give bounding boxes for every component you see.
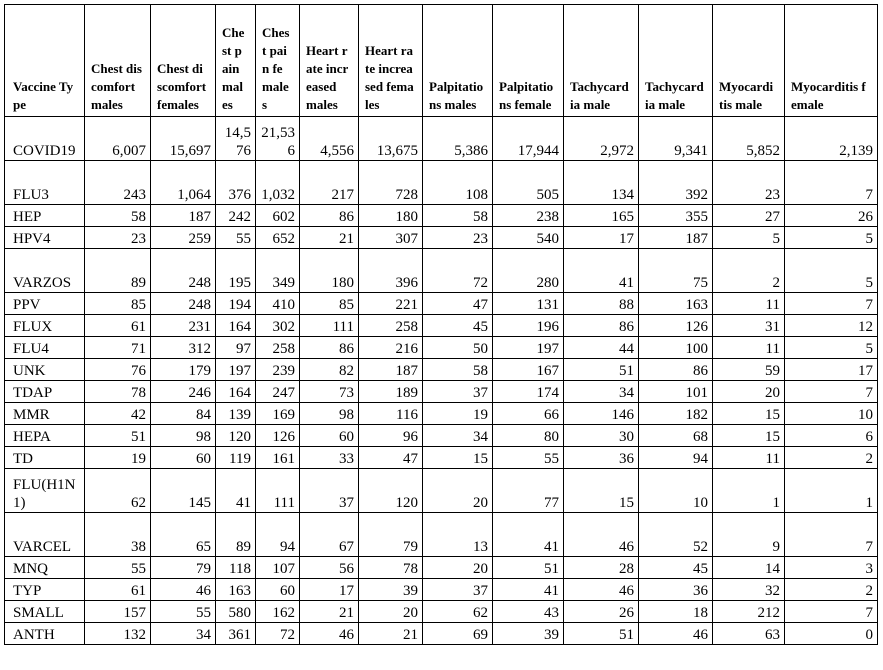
value-cell: 7: [785, 161, 878, 205]
value-cell: 79: [151, 557, 216, 579]
value-cell: 189: [359, 381, 423, 403]
value-cell: 51: [85, 425, 151, 447]
value-cell: 6: [785, 425, 878, 447]
value-cell: 11: [713, 447, 785, 469]
value-cell: 46: [564, 513, 639, 557]
value-cell: 34: [423, 425, 493, 447]
table-row: [5, 337, 878, 359]
value-cell: 1: [785, 469, 878, 513]
vaccine-name-cell: FLUX: [5, 315, 85, 337]
value-cell: 165: [564, 205, 639, 227]
value-cell: 410: [256, 293, 300, 315]
header-cell: Heart rate increased males: [300, 5, 359, 117]
value-cell: 17,944: [493, 117, 564, 161]
value-cell: 258: [359, 315, 423, 337]
value-cell: 55: [493, 447, 564, 469]
value-cell: 89: [216, 513, 256, 557]
value-cell: 376: [216, 161, 256, 205]
value-cell: 162: [256, 601, 300, 623]
value-cell: 111: [300, 315, 359, 337]
value-cell: 32: [713, 579, 785, 601]
table-row: [5, 359, 878, 381]
vaccine-name-cell: FLU3: [5, 161, 85, 205]
value-cell: 12: [785, 315, 878, 337]
value-cell: 26: [564, 601, 639, 623]
value-cell: 62: [85, 469, 151, 513]
vaccine-name-cell: SMALL: [5, 601, 85, 623]
value-cell: 187: [151, 205, 216, 227]
value-cell: 396: [359, 249, 423, 293]
value-cell: 131: [493, 293, 564, 315]
value-cell: 247: [256, 381, 300, 403]
value-cell: 34: [564, 381, 639, 403]
vaccine-name-cell: PPV: [5, 293, 85, 315]
header-cell: Tachycardia male: [639, 5, 713, 117]
value-cell: 164: [216, 381, 256, 403]
value-cell: 19: [423, 403, 493, 425]
header-cell: Myocarditis female: [785, 5, 878, 117]
value-cell: 132: [85, 623, 151, 645]
value-cell: 33: [300, 447, 359, 469]
header-cell: Palpitations males: [423, 5, 493, 117]
value-cell: 98: [300, 403, 359, 425]
value-cell: 580: [216, 601, 256, 623]
value-cell: 43: [493, 601, 564, 623]
value-cell: 58: [423, 359, 493, 381]
value-cell: 17: [300, 579, 359, 601]
value-cell: 108: [423, 161, 493, 205]
value-cell: 55: [216, 227, 256, 249]
value-cell: 246: [151, 381, 216, 403]
value-cell: 355: [639, 205, 713, 227]
value-cell: 20: [423, 557, 493, 579]
value-cell: 161: [256, 447, 300, 469]
header-cell: Vaccine Type: [5, 5, 85, 117]
value-cell: 75: [639, 249, 713, 293]
value-cell: 14,576: [216, 117, 256, 161]
value-cell: 41: [493, 513, 564, 557]
value-cell: 46: [564, 579, 639, 601]
value-cell: 45: [639, 557, 713, 579]
value-cell: 30: [564, 425, 639, 447]
value-cell: 13,675: [359, 117, 423, 161]
value-cell: 2,139: [785, 117, 878, 161]
table-row: [5, 447, 878, 469]
header-row: [5, 5, 878, 117]
value-cell: 259: [151, 227, 216, 249]
table-row: [5, 579, 878, 601]
value-cell: 15: [423, 447, 493, 469]
value-cell: 20: [423, 469, 493, 513]
value-cell: 10: [785, 403, 878, 425]
value-cell: 174: [493, 381, 564, 403]
value-cell: 157: [85, 601, 151, 623]
value-cell: 302: [256, 315, 300, 337]
value-cell: 5: [713, 227, 785, 249]
value-cell: 652: [256, 227, 300, 249]
vaccine-name-cell: FLU4: [5, 337, 85, 359]
value-cell: 258: [256, 337, 300, 359]
value-cell: 11: [713, 293, 785, 315]
value-cell: 195: [216, 249, 256, 293]
value-cell: 41: [216, 469, 256, 513]
vaccine-name-cell: HPV4: [5, 227, 85, 249]
value-cell: 2: [785, 579, 878, 601]
value-cell: 80: [493, 425, 564, 447]
value-cell: 50: [423, 337, 493, 359]
value-cell: 23: [713, 161, 785, 205]
value-cell: 280: [493, 249, 564, 293]
value-cell: 84: [151, 403, 216, 425]
vaccine-name-cell: FLU(H1N1): [5, 469, 85, 513]
vaccine-name-cell: TD: [5, 447, 85, 469]
value-cell: 67: [300, 513, 359, 557]
value-cell: 164: [216, 315, 256, 337]
value-cell: 120: [216, 425, 256, 447]
value-cell: 163: [639, 293, 713, 315]
value-cell: 540: [493, 227, 564, 249]
value-cell: 60: [151, 447, 216, 469]
value-cell: 41: [564, 249, 639, 293]
value-cell: 505: [493, 161, 564, 205]
value-cell: 58: [423, 205, 493, 227]
value-cell: 1,064: [151, 161, 216, 205]
value-cell: 61: [85, 579, 151, 601]
value-cell: 6,007: [85, 117, 151, 161]
value-cell: 7: [785, 601, 878, 623]
value-cell: 180: [359, 205, 423, 227]
value-cell: 1,032: [256, 161, 300, 205]
value-cell: 163: [216, 579, 256, 601]
table-row: [5, 293, 878, 315]
value-cell: 23: [85, 227, 151, 249]
value-cell: 126: [639, 315, 713, 337]
value-cell: 5: [785, 337, 878, 359]
value-cell: 19: [85, 447, 151, 469]
vaccine-name-cell: HEPA: [5, 425, 85, 447]
value-cell: 167: [493, 359, 564, 381]
table-row: [5, 315, 878, 337]
value-cell: 248: [151, 249, 216, 293]
value-cell: 728: [359, 161, 423, 205]
table-row: [5, 205, 878, 227]
value-cell: 5,386: [423, 117, 493, 161]
value-cell: 51: [564, 623, 639, 645]
value-cell: 98: [151, 425, 216, 447]
value-cell: 86: [300, 205, 359, 227]
table-row: [5, 623, 878, 645]
value-cell: 23: [423, 227, 493, 249]
value-cell: 242: [216, 205, 256, 227]
value-cell: 73: [300, 381, 359, 403]
header-cell: Heart rate increased females: [359, 5, 423, 117]
value-cell: 248: [151, 293, 216, 315]
value-cell: 44: [564, 337, 639, 359]
table-row: [5, 403, 878, 425]
value-cell: 47: [359, 447, 423, 469]
value-cell: 197: [493, 337, 564, 359]
value-cell: 238: [493, 205, 564, 227]
value-cell: 13: [423, 513, 493, 557]
value-cell: 39: [359, 579, 423, 601]
value-cell: 349: [256, 249, 300, 293]
value-cell: 45: [423, 315, 493, 337]
value-cell: 51: [564, 359, 639, 381]
vaccine-name-cell: TDAP: [5, 381, 85, 403]
vaccine-name-cell: MMR: [5, 403, 85, 425]
value-cell: 82: [300, 359, 359, 381]
value-cell: 60: [300, 425, 359, 447]
value-cell: 602: [256, 205, 300, 227]
value-cell: 11: [713, 337, 785, 359]
value-cell: 66: [493, 403, 564, 425]
value-cell: 3: [785, 557, 878, 579]
header-cell: Myocarditis male: [713, 5, 785, 117]
value-cell: 96: [359, 425, 423, 447]
header-cell: Chest discomfort females: [151, 5, 216, 117]
vaccine-name-cell: COVID19: [5, 117, 85, 161]
value-cell: 15: [713, 403, 785, 425]
vaccine-name-cell: ANTH: [5, 623, 85, 645]
value-cell: 72: [423, 249, 493, 293]
value-cell: 17: [785, 359, 878, 381]
value-cell: 392: [639, 161, 713, 205]
value-cell: 76: [85, 359, 151, 381]
value-cell: 78: [85, 381, 151, 403]
value-cell: 180: [300, 249, 359, 293]
value-cell: 20: [359, 601, 423, 623]
value-cell: 86: [639, 359, 713, 381]
value-cell: 20: [713, 381, 785, 403]
value-cell: 7: [785, 513, 878, 557]
value-cell: 55: [151, 601, 216, 623]
header-cell: Chest discomfort males: [85, 5, 151, 117]
value-cell: 0: [785, 623, 878, 645]
value-cell: 212: [713, 601, 785, 623]
vaccine-name-cell: VARCEL: [5, 513, 85, 557]
value-cell: 34: [151, 623, 216, 645]
vaccine-name-cell: TYP: [5, 579, 85, 601]
table-row: [5, 557, 878, 579]
value-cell: 38: [85, 513, 151, 557]
value-cell: 56: [300, 557, 359, 579]
value-cell: 187: [639, 227, 713, 249]
value-cell: 2: [785, 447, 878, 469]
value-cell: 68: [639, 425, 713, 447]
value-cell: 243: [85, 161, 151, 205]
value-cell: 71: [85, 337, 151, 359]
value-cell: 85: [300, 293, 359, 315]
value-cell: 187: [359, 359, 423, 381]
value-cell: 169: [256, 403, 300, 425]
value-cell: 86: [300, 337, 359, 359]
value-cell: 21: [300, 601, 359, 623]
value-cell: 7: [785, 381, 878, 403]
value-cell: 89: [85, 249, 151, 293]
value-cell: 72: [256, 623, 300, 645]
value-cell: 196: [493, 315, 564, 337]
value-cell: 39: [493, 623, 564, 645]
table-row: [5, 601, 878, 623]
value-cell: 26: [785, 205, 878, 227]
value-cell: 217: [300, 161, 359, 205]
value-cell: 1: [713, 469, 785, 513]
vaccine-name-cell: HEP: [5, 205, 85, 227]
value-cell: 37: [423, 579, 493, 601]
table-row: [5, 381, 878, 403]
value-cell: 52: [639, 513, 713, 557]
value-cell: 126: [256, 425, 300, 447]
value-cell: 15: [713, 425, 785, 447]
value-cell: 21: [300, 227, 359, 249]
vaccine-name-cell: UNK: [5, 359, 85, 381]
value-cell: 120: [359, 469, 423, 513]
value-cell: 9,341: [639, 117, 713, 161]
value-cell: 69: [423, 623, 493, 645]
value-cell: 36: [564, 447, 639, 469]
value-cell: 179: [151, 359, 216, 381]
value-cell: 101: [639, 381, 713, 403]
value-cell: 221: [359, 293, 423, 315]
value-cell: 60: [256, 579, 300, 601]
value-cell: 7: [785, 293, 878, 315]
value-cell: 2: [713, 249, 785, 293]
value-cell: 145: [151, 469, 216, 513]
value-cell: 41: [493, 579, 564, 601]
value-cell: 31: [713, 315, 785, 337]
table-row: [5, 117, 878, 161]
value-cell: 116: [359, 403, 423, 425]
value-cell: 107: [256, 557, 300, 579]
vaccine-name-cell: VARZOS: [5, 249, 85, 293]
value-cell: 59: [713, 359, 785, 381]
value-cell: 307: [359, 227, 423, 249]
value-cell: 28: [564, 557, 639, 579]
value-cell: 15: [564, 469, 639, 513]
value-cell: 86: [564, 315, 639, 337]
value-cell: 62: [423, 601, 493, 623]
value-cell: 85: [85, 293, 151, 315]
value-cell: 10: [639, 469, 713, 513]
value-cell: 139: [216, 403, 256, 425]
value-cell: 58: [85, 205, 151, 227]
value-cell: 361: [216, 623, 256, 645]
value-cell: 94: [256, 513, 300, 557]
header-cell: Palpitations female: [493, 5, 564, 117]
value-cell: 312: [151, 337, 216, 359]
value-cell: 18: [639, 601, 713, 623]
value-cell: 216: [359, 337, 423, 359]
vaccine-name-cell: MNQ: [5, 557, 85, 579]
value-cell: 5: [785, 227, 878, 249]
table-row: [5, 469, 878, 513]
value-cell: 9: [713, 513, 785, 557]
table-row: [5, 513, 878, 557]
value-cell: 97: [216, 337, 256, 359]
table-row: [5, 227, 878, 249]
value-cell: 46: [300, 623, 359, 645]
value-cell: 37: [423, 381, 493, 403]
table-row: [5, 161, 878, 205]
value-cell: 21,536: [256, 117, 300, 161]
value-cell: 5: [785, 249, 878, 293]
value-cell: 46: [639, 623, 713, 645]
value-cell: 15,697: [151, 117, 216, 161]
value-cell: 77: [493, 469, 564, 513]
value-cell: 78: [359, 557, 423, 579]
table-row: [5, 249, 878, 293]
table-row: [5, 425, 878, 447]
value-cell: 111: [256, 469, 300, 513]
vaccine-adverse-events-table: [4, 4, 878, 645]
header-cell: Tachycardia male: [564, 5, 639, 117]
table-body: [5, 117, 878, 645]
value-cell: 134: [564, 161, 639, 205]
value-cell: 36: [639, 579, 713, 601]
value-cell: 5,852: [713, 117, 785, 161]
value-cell: 194: [216, 293, 256, 315]
value-cell: 55: [85, 557, 151, 579]
value-cell: 100: [639, 337, 713, 359]
value-cell: 14: [713, 557, 785, 579]
value-cell: 197: [216, 359, 256, 381]
value-cell: 2,972: [564, 117, 639, 161]
header-cell: Chest pain females: [256, 5, 300, 117]
value-cell: 65: [151, 513, 216, 557]
value-cell: 182: [639, 403, 713, 425]
value-cell: 146: [564, 403, 639, 425]
value-cell: 47: [423, 293, 493, 315]
value-cell: 37: [300, 469, 359, 513]
value-cell: 17: [564, 227, 639, 249]
value-cell: 27: [713, 205, 785, 227]
header-cell: Chest pain males: [216, 5, 256, 117]
value-cell: 4,556: [300, 117, 359, 161]
value-cell: 42: [85, 403, 151, 425]
value-cell: 79: [359, 513, 423, 557]
value-cell: 118: [216, 557, 256, 579]
value-cell: 94: [639, 447, 713, 469]
value-cell: 46: [151, 579, 216, 601]
value-cell: 119: [216, 447, 256, 469]
value-cell: 51: [493, 557, 564, 579]
value-cell: 61: [85, 315, 151, 337]
value-cell: 239: [256, 359, 300, 381]
value-cell: 21: [359, 623, 423, 645]
value-cell: 63: [713, 623, 785, 645]
value-cell: 231: [151, 315, 216, 337]
value-cell: 88: [564, 293, 639, 315]
